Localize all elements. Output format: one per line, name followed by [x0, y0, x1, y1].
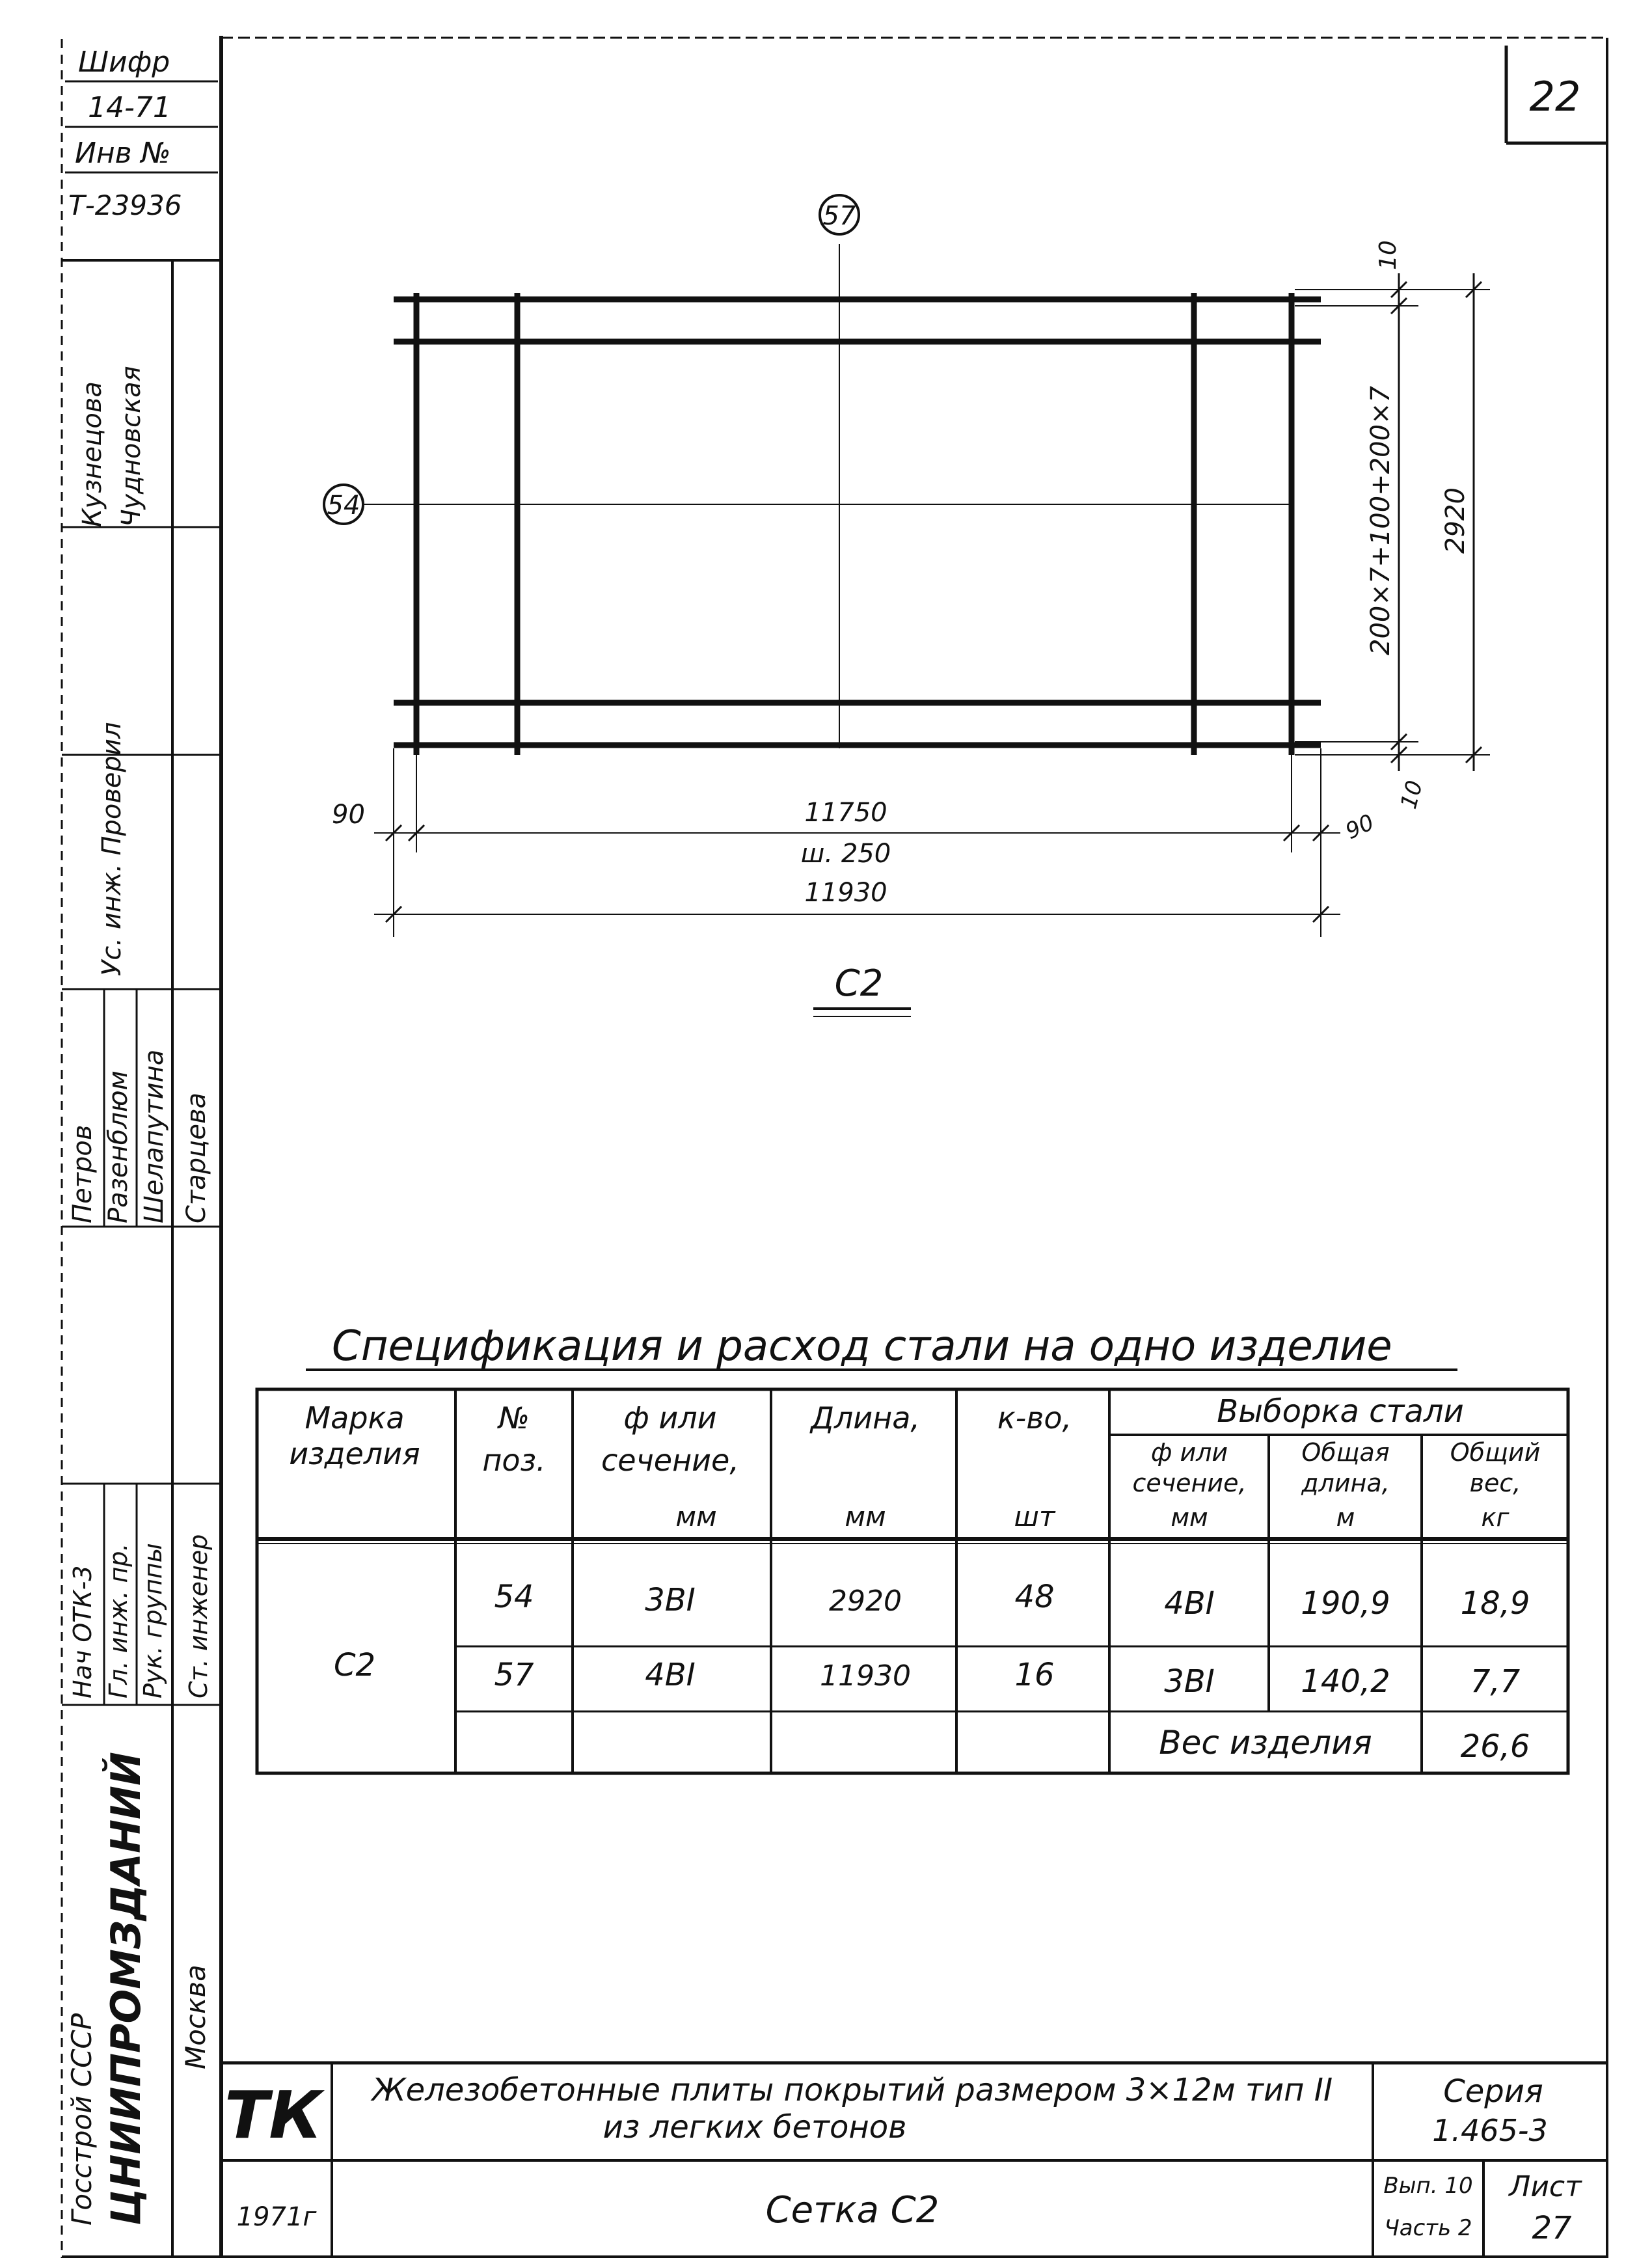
dim-inner: 11750	[804, 798, 887, 828]
spec-table	[257, 1389, 1568, 1773]
executor-razenblyum: Разенблюм	[103, 1070, 133, 1223]
header-section-line1: ф или	[623, 1400, 717, 1436]
horizontal-dimensions	[332, 748, 1378, 937]
title-part: Часть 2	[1384, 2215, 1472, 2241]
title-series-label: Серия	[1443, 2073, 1543, 2110]
header-length-line1: Длина,	[810, 1400, 921, 1436]
total-label: Вес изделия	[1159, 1724, 1372, 1762]
dim-left-overhang: 90	[332, 800, 365, 830]
position-senior-engineer: Ст. инженер	[184, 1534, 213, 1698]
sheet-number: 22	[1529, 73, 1581, 120]
executor-shelaputina: Шелапутина	[139, 1049, 169, 1223]
dim-top-offset: 10	[1375, 240, 1401, 270]
title-drawing-name: Сетка С2	[765, 2189, 940, 2231]
row1-sel-section: 4BI	[1164, 1585, 1215, 1622]
row2-section: 4BI	[645, 1657, 696, 1693]
checker-label: Ус. инж. Проверил	[97, 722, 127, 976]
title-org: ТК	[224, 2077, 322, 2153]
row2-length: 11930	[820, 1659, 911, 1693]
header-sel-length-line3: м	[1336, 1503, 1355, 1532]
position-54-label: 54	[327, 491, 360, 521]
row2-pos: 57	[494, 1657, 534, 1693]
dim-total: 11930	[804, 878, 887, 908]
row2-qty: 16	[1014, 1657, 1055, 1693]
executor-chudnovskaya: Чудновская	[116, 366, 146, 527]
header-sel-weight-line1: Общий	[1450, 1438, 1541, 1467]
header-sel-weight-line3: кг	[1481, 1503, 1510, 1532]
org-moscow: Москва	[180, 1965, 211, 2069]
org-gosstroy: Госстрой СССР	[66, 2013, 98, 2226]
sheet-number-box	[1506, 46, 1607, 143]
row2-sel-length: 140,2	[1301, 1663, 1390, 1700]
header-sel-section-line1: ф или	[1150, 1438, 1228, 1467]
header-sel-section-line3: мм	[1171, 1503, 1208, 1532]
spec-title: Спецификация и расход стали на одно изделие	[332, 1322, 1392, 1370]
left-stamp	[62, 46, 221, 2258]
header-pos-line1: №	[498, 1400, 530, 1436]
org-tsniipromzdaniy: ЦНИИПРОМЗДАНИЙ	[102, 1752, 150, 2226]
executor-kuznetsova: Кузнецова	[77, 381, 107, 527]
title-name-line2: из легких бетонов	[603, 2109, 907, 2145]
cell-mark: С2	[333, 1647, 376, 1683]
row1-qty: 48	[1014, 1579, 1055, 1615]
header-length-line2: мм	[845, 1501, 886, 1532]
total-value: 26,6	[1460, 1728, 1530, 1765]
title-block	[221, 2063, 1607, 2257]
header-sel-weight-line2: вес,	[1469, 1469, 1521, 1497]
drawing-title: С2	[834, 962, 884, 1005]
row1-sel-weight: 18,9	[1460, 1585, 1530, 1622]
row2-sel-section: 3BI	[1164, 1663, 1215, 1700]
title-sheet-value: 27	[1532, 2210, 1572, 2246]
row2-sel-weight: 7,7	[1470, 1663, 1521, 1700]
header-mark-line2: изделия	[289, 1436, 420, 1471]
header-sel-section-line2: сечение,	[1132, 1469, 1247, 1497]
mesh-drawing	[324, 195, 1490, 1016]
row1-pos: 54	[494, 1579, 534, 1615]
title-sheet-label: Лист	[1509, 2170, 1582, 2203]
dim-right-overhang: 90	[1341, 809, 1379, 845]
header-section-line3: мм	[675, 1501, 717, 1532]
header-pos-line2: поз.	[482, 1443, 546, 1478]
row1-sel-length: 190,9	[1301, 1585, 1390, 1622]
vertical-dimensions	[1295, 240, 1490, 811]
row1-length: 2920	[829, 1585, 902, 1618]
header-qty-line2: шт	[1014, 1501, 1055, 1532]
position-head-otk: Нач ОТК-3	[68, 1565, 97, 1698]
sheet-frame	[62, 36, 1607, 2258]
title-series-value: 1.465-3	[1432, 2113, 1548, 2148]
position-group-head: Рук. группы	[139, 1543, 167, 1698]
header-sel-length-line2: длина,	[1301, 1469, 1390, 1497]
header-selection: Выборка стали	[1217, 1393, 1464, 1430]
position-chief-engineer: Гл. инж. пр.	[104, 1543, 133, 1698]
archive-number: 14-71	[88, 91, 171, 124]
title-name-line1: Железобетонные плиты покрытий размером 3×12м тип II	[372, 2072, 1333, 2108]
inventory-number: Т-23936	[68, 189, 182, 221]
header-sel-length-line1: Общая	[1301, 1438, 1390, 1467]
dim-vertical-total: 2920	[1441, 487, 1470, 554]
header-qty-line1: к-во,	[997, 1400, 1072, 1436]
executor-petrov: Петров	[68, 1124, 98, 1223]
row1-section: 3BI	[645, 1582, 696, 1618]
header-mark-line1: Марка	[305, 1400, 405, 1436]
dim-bottom-offset: 10	[1396, 778, 1428, 812]
dim-vertical-formula: 200×7+100+200×7	[1366, 385, 1396, 656]
header-section-line2: сечение,	[601, 1443, 739, 1478]
title-issue: Вып. 10	[1383, 2173, 1473, 2199]
executor-startseva: Старцева	[182, 1092, 211, 1223]
title-year: 1971г	[236, 2202, 317, 2232]
inventory-label: Инв №	[75, 137, 171, 170]
archive-cipher: Шифр	[78, 46, 170, 79]
dim-pitch: ш. 250	[800, 839, 891, 869]
position-57-label: 57	[822, 201, 856, 231]
